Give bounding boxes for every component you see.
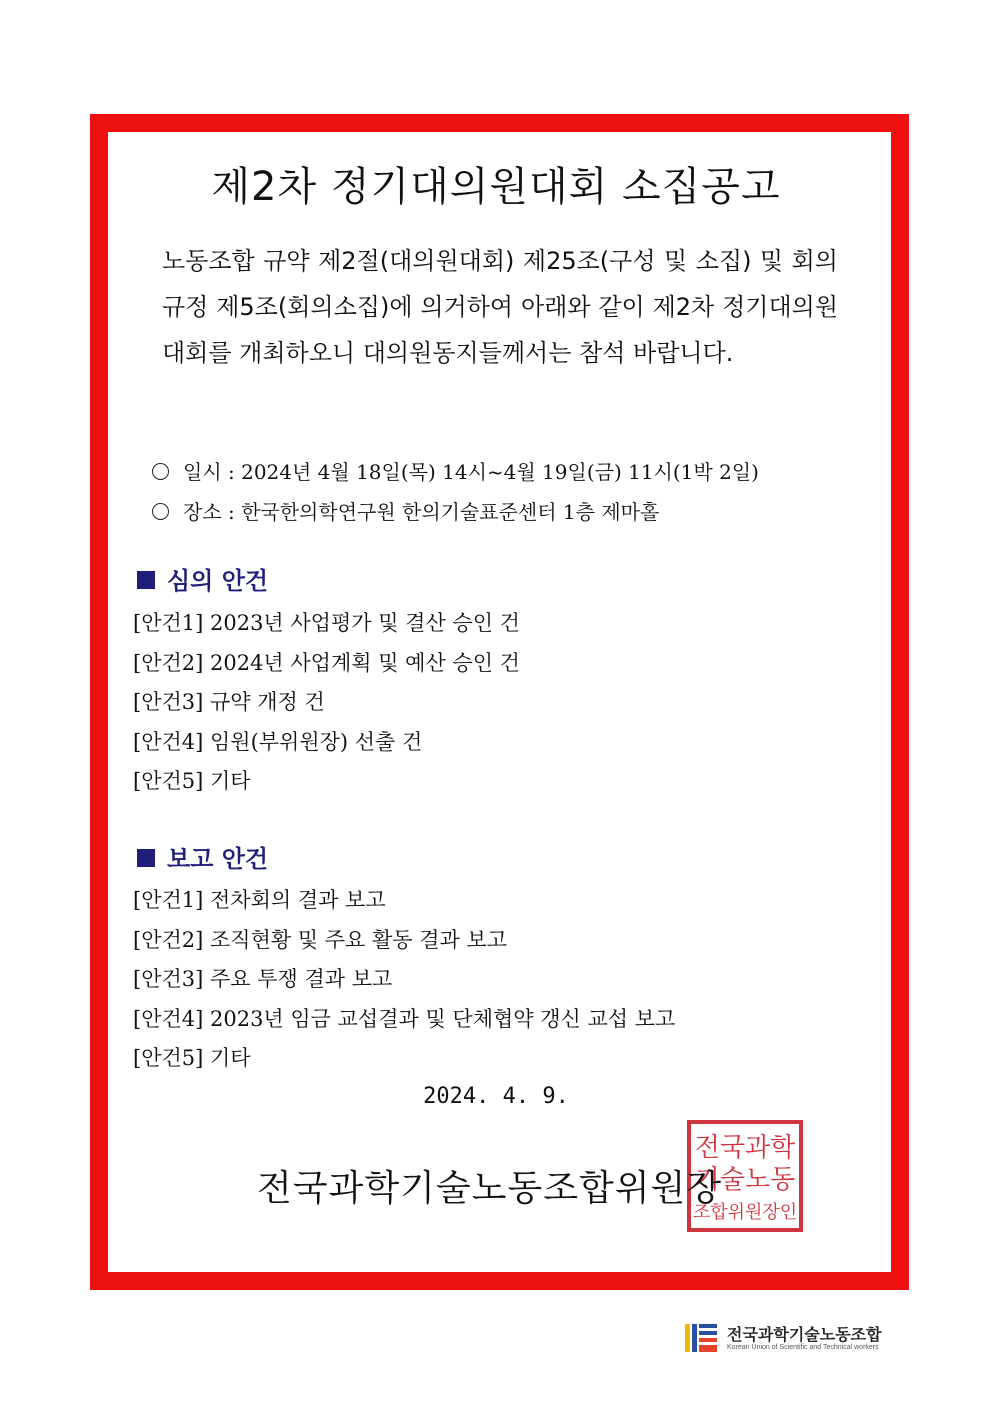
info-location: 장소 : 한국한의학연구원 한의기술표준센터 1층 제마홀 xyxy=(152,492,759,532)
seal-line-3: 조합위원장인 xyxy=(692,1202,798,1223)
union-logo-english: Korean Union of Scientific and Technical workers xyxy=(727,1344,879,1351)
intro-paragraph: 노동조합 규약 제2절(대의원대회) 제25조(구성 및 소집) 및 회의규정 제5조(회의소집)에 의거하여 아래와 같이 제2차 정기대의원대회를 개최하오니 대의원동지들께서는 참석 바랍니다. xyxy=(162,247,838,367)
signer-name: 전국과학기술노동조합위원장 xyxy=(257,1168,723,1209)
info-label: 일시 xyxy=(183,460,222,484)
meeting-info xyxy=(152,452,759,532)
list-item: [안건2] 2024년 사업계획 및 예산 승인 건 xyxy=(133,650,520,675)
square-bullet-icon xyxy=(137,571,155,589)
list-item: [안건5] 기타 xyxy=(133,769,251,794)
list-item: [안건4] 2023년 임금 교섭결과 및 단체협약 갱신 교섭 보고 xyxy=(133,1006,676,1031)
info-value: 한국한의학연구원 한의기술표준센터 1층 제마홀 xyxy=(241,500,660,524)
seal-line-1: 전국과학 xyxy=(694,1133,796,1163)
circle-bullet-icon xyxy=(152,463,169,480)
info-datetime: 일시 : 2024년 4월 18일(목) 14시~4월 19일(금) 11시(1박 2일) xyxy=(152,452,759,492)
info-label: 장소 xyxy=(183,500,222,524)
union-logo-name: 전국과학기술노동조합 xyxy=(727,1325,882,1344)
report-agenda-list xyxy=(133,881,675,1079)
list-item: [안건3] 규약 개정 건 xyxy=(133,690,325,715)
union-logo-icon xyxy=(683,1320,719,1356)
deliberation-agenda-list xyxy=(133,604,520,802)
list-item: [안건3] 주요 투쟁 결과 보고 xyxy=(133,967,393,992)
union-logo xyxy=(683,1318,893,1358)
section-heading-report: 보고 안건 xyxy=(137,839,268,874)
list-item: [안건1] 전차회의 결과 보고 xyxy=(133,888,386,912)
list-item: [안건4] 임원(부위원장) 선출 건 xyxy=(133,729,423,754)
notice-title: 제2차 정기대의원대회 소집공고 xyxy=(211,164,781,210)
section-heading-deliberation: 심의 안건 xyxy=(137,561,268,596)
square-bullet-icon xyxy=(137,849,155,867)
circle-bullet-icon xyxy=(152,503,169,520)
list-item: [안건5] 기타 xyxy=(133,1046,251,1071)
notice-date: 2024. 4. 9. xyxy=(423,1084,569,1109)
info-value: 2024년 4월 18일(목) 14시~4월 19일(금) 11시(1박 2일) xyxy=(241,460,759,484)
list-item: [안건2] 조직현황 및 주요 활동 결과 보고 xyxy=(133,927,508,952)
list-item: [안건1] 2023년 사업평가 및 결산 승인 건 xyxy=(133,611,520,635)
seal-line-2: 기술노동 xyxy=(694,1165,796,1195)
